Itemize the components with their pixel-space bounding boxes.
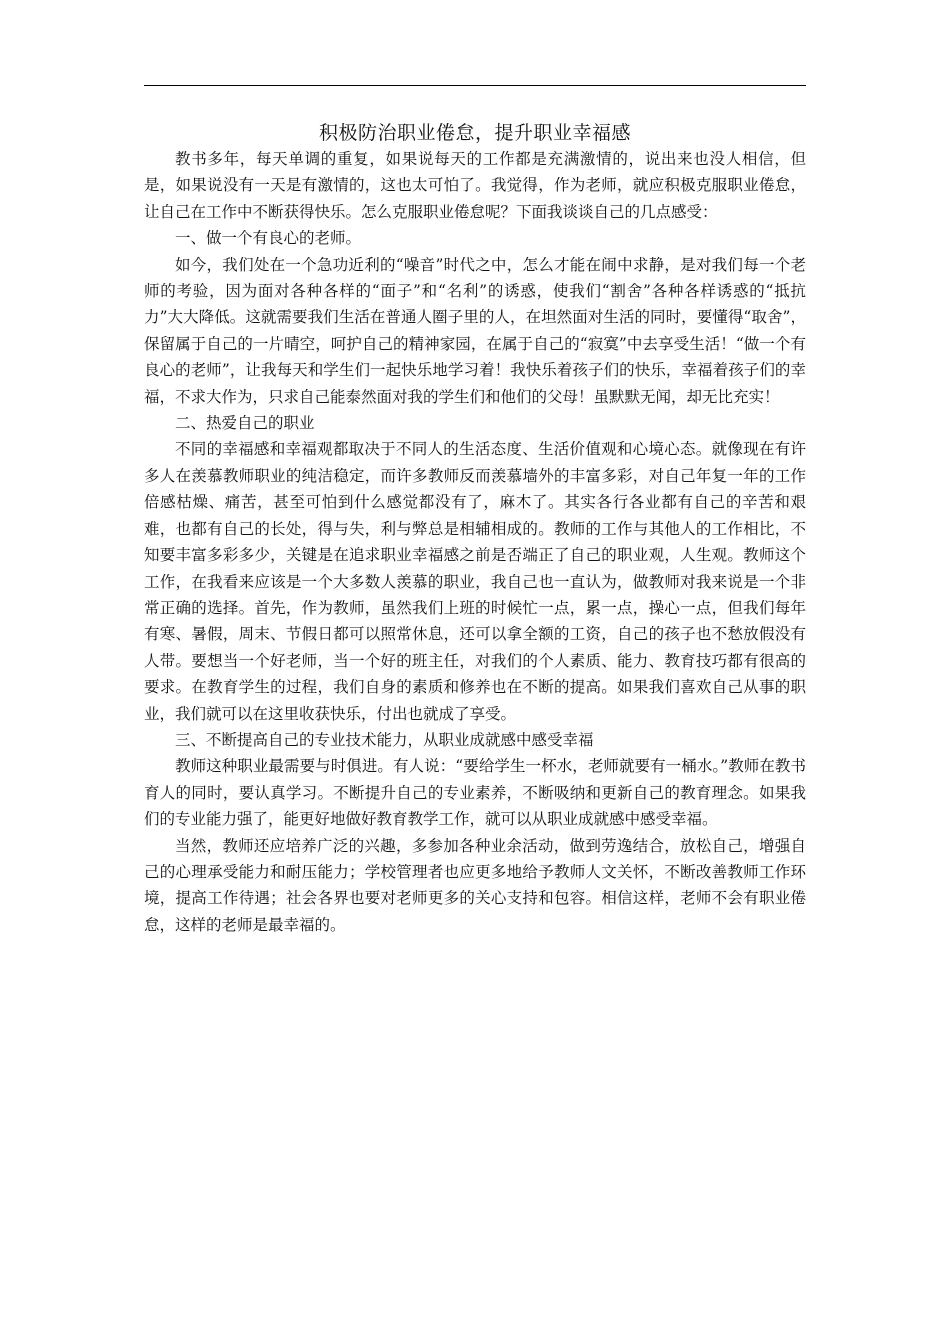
section-2-paragraph: 不同的幸福感和幸福观都取决于不同人的生活态度、生活价值观和心境心态。就像现在有许多人在羡慕教师职业的纯洁稳定，而许多教师反而羡慕墙外的丰富多彩，对自己年复一年的工作倍感枯燥、痛苦，甚至可怕到什么感觉都没有了，麻木了。其实各行各业都有自己的辛苦和艰难，也都有自己的长处，得与失，利与弊总是相辅相成的。教师的工作与其他人的工作相比，不知要丰富多彩多少，关键是在追求职业幸福感之前是否端正了自己的职业观，人生观。教师这个工作，在我看来应该是一个大多数人羡慕的职业，我自己也一直认为，做教师对我来说是一个非常正确的选择。首先，作为教师，虽然我们上班的时候忙一点，累一点，操心一点，但我们每年有寒、暑假，周末、节假日都可以照常休息，还可以拿全额的工资，自己的孩子也不愁放假没有人带。要想当一个好老师，当一个好的班主任，对我们的个人素质、能力、教育技巧都有很高的要求。在教育学生的过程，我们自身的素质和修养也在不断的提高。如果我们喜欢自己从事的职业，我们就可以在这里收获快乐，付出也就成了享受。 xyxy=(144,440,806,723)
section-1-paragraph: 如今，我们处在一个急功近利的“噪音”时代之中，怎么才能在闹中求静，是对我们每一个老师的考验，因为面对各种各样的“面子”和“名利”的诱惑，使我们“割舍”各种各样诱惑的“抵抗力”大大降低。这就需要我们生活在普通人圈子里的人，在坦然面对生活的同时，要懂得“取舍”，保留属于自己的一片晴空，呵护自己的精神家园，在属于自己的“寂寞”中去享受生活！“做一个有良心的老师”，让我每天和学生们一起快乐地学习着！我快乐着孩子们的快乐，幸福着孩子们的幸福，不求大作为，只求自己能泰然面对我的学生们和他们的父母！虽默默无闻，却无比充实！ xyxy=(144,255,806,406)
intro-paragraph: 教书多年，每天单调的重复，如果说每天的工作都是充满激情的，说出来也没人相信，但是，如果说没有一天是有激情的，这也太可怕了。我觉得，作为老师，就应积极克服职业倦怠，让自己在工作中不断获得快乐。怎么克服职业倦怠呢？下面我谈谈自己的几点感受： xyxy=(144,150,806,221)
document-title: 积极防治职业倦怠，提升职业幸福感 xyxy=(318,122,631,144)
document-body xyxy=(144,120,806,938)
section-heading-1: 一、做一个有良心的老师。 xyxy=(175,229,362,248)
header-rule xyxy=(144,85,806,86)
section-heading-3: 三、不断提高自己的专业技术能力，从职业成就感中感受幸福 xyxy=(175,730,594,749)
section-3-paragraph: 教师这种职业最需要与时俱进。有人说：“要给学生一杯水，老师就要有一桶水。”教师在教书育人的同时，要认真学习。不断提升自己的专业素养，不断吸纳和更新自己的教育理念。如果我们的专业能力强了，能更好地做好教育教学工作，就可以从职业成就感中感受幸福。 xyxy=(144,757,806,829)
closing-paragraph: 当然，教师还应培养广泛的兴趣，多参加各种业余活动，做到劳逸结合，放松自己，增强自己的心理承受能力和耐压能力；学校管理者也应更多地给予教师人文关怀，不断改善教师工作环境，提高工作待遇；社会各界也要对老师更多的关心支持和包容。相信这样，老师不会有职业倦怠，这样的老师是最幸福的。 xyxy=(144,836,806,934)
section-heading-2: 二、热爱自己的职业 xyxy=(175,414,315,433)
